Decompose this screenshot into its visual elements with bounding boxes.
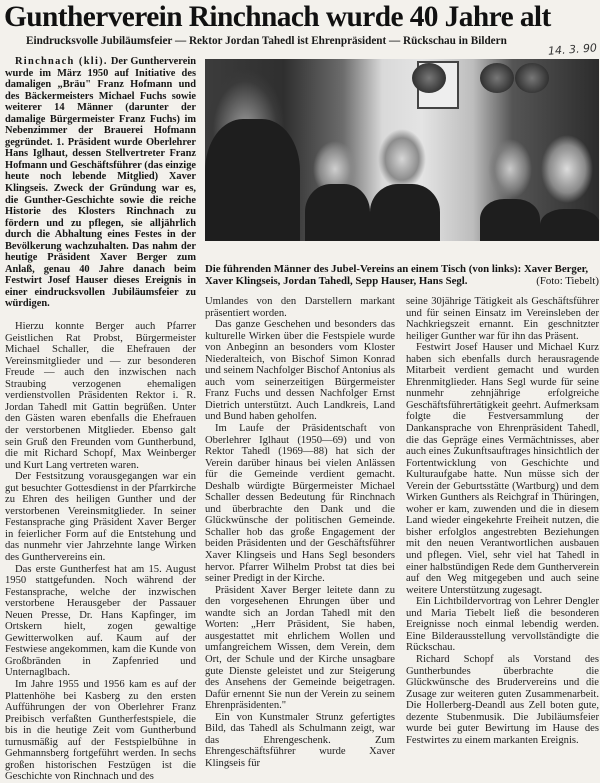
person-silhouette (370, 184, 440, 241)
person-silhouette (305, 184, 370, 241)
person-silhouette (480, 199, 540, 241)
wall-plate (412, 63, 446, 93)
body-paragraph: Richard Schopf als Vorstand des Guntherbundes überbrachte die Glückwünsche des Brudervereins und die Zusage zur weiteren guten Zusammenarbeit. Die Hollerberg-Deandl aus Zell boten gute, dezente Stubenmusik. Die Jubiläumsfeier wurde bei guter Bewirtung im Hause des Festwirtes zu einem markanten Ereignis. (406, 653, 599, 746)
body-paragraph: Ein von Kunstmaler Strunz gefertigtes Bild, das Tahedl als Schulmann zeigt, war das Ehrengeschenk. Zum Ehrengeschäftsführer wurde Xaver Klingseis für (205, 711, 395, 769)
handwritten-date: 14. 3. 90 (547, 41, 598, 58)
body-paragraph: seine 30jährige Tätigkeit als Geschäftsführer und für seinen Einsatz im Vereinsleben der Nachkriegszeit ernannt. Ein geschnitzter heiliger Gunther war für ihn das Präsent. (406, 296, 599, 342)
body-paragraph: Umlandes von den Darstellern markant präsentiert worden. (205, 296, 395, 319)
wall-plate (515, 63, 549, 93)
photo-credit: (Foto: Tiebelt) (536, 274, 599, 287)
group-photo (205, 59, 599, 241)
body-paragraph: Der Festsitzung vorausgegangen war ein gut besuchter Gottesdienst in der Pfarrkirche zu Ehren des heiligen Gunther und der verstorbenen Vereinsmitglieder. In seiner Festansprache ging Präsident Xaver Berger in feierlicher Form auf die Entstehung und das nunmehr vier Jahrzehnte lange Wirken des Gunthervereins ein. (5, 471, 196, 563)
column-3 (406, 296, 599, 746)
body-paragraph: Im Jahre 1955 und 1956 kam es auf der Plattenhöhe bei Kasberg zu den ersten Aufführungen der von Oberlehrer Franz Preibisch verfaßten Guntherfestspiele, die bis in die heutige Zeit vom Guntherbund turnusmäßig auf der Festspielbühne in Gehmannsberg fortgeführt werden. In sechs großen historischen Festzügen ist die Geschichte von Rinchnach und des (5, 678, 196, 783)
body-paragraph: Ein Lichtbildervortrag von Lehrer Dengler und Maria Tiebelt ließ die besonderen Ereignisse noch einmal lebendig werden. Eine Bilderausstellung vervollständigte die Rückschau. (406, 596, 599, 654)
subheadline: Eindrucksvolle Jubiläumsfeier — Rektor Jordan Tahedl ist Ehrenpräsident — Rückschau in Bildern (26, 35, 507, 47)
body-paragraph: Das ganze Geschehen und besonders das kulturelle Wirken über die Festspiele wurde von Anbeginn an besonders vom Kloster Niederalteich, von Bischof Simon Konrad und seinem Nachfolger Bischof Antonius als auch vom seinerzeitigen Bürgermeister Franz Fuchs und dessen Nachfolger Ernst Dietrich unterstützt. Auch Landkreis, Land und Bund haben geholfen. (205, 319, 395, 423)
wall-plate (480, 63, 514, 93)
column-1 (5, 56, 196, 783)
body-paragraph: Hierzu konnte Berger auch Pfarrer Geistlichen Rat Probst, Bürgermeister Michael Schaller, die Ehefrauen der Vereinsmitglieder und — zur besonderen Freude — auch den inzwischen nach Straubing verzogenen ehemaligen verdienstvollen Präsidenten Rektor i. R. Jordan Tahedl mit Gattin begrüßen. Unter den Gästen waren ebenfalls die Ehefrauen der verstorbenen Mitglieder. Ebenso galt sein Gruß den Freunden vom Guntherbund, die mit Richard Schopf, Max Weinberger und Kurt Lang vertreten waren. (5, 321, 196, 471)
body-paragraph: Das erste Guntherfest hat am 15. August 1950 stattgefunden. Noch während der Festansprache, welche der inzwischen verstorbene Herausgeber der Passauer Neuen Presse, Dr. Hans Kapfinger, im Ortskern hielt, zogen gewaltige Gewitterwolken auf. Kaum auf der Festwiese angekommen, kam die Kunde von Großbränden in Zapfenried und Unternaglbach. (5, 563, 196, 679)
body-paragraph: Präsident Xaver Berger leitete dann zu den vorgesehenen Ehrungen über und wandte sich an Jordan Tahedl mit den Worten: „Herr Präsident, Sie haben, ausgestattet mit ehrlichem Wollen und umfangreichem Wissen, dem Verein, dem Ort, der Schule und der Kirche unsagbare gute Dienste geleistet und zur Steigerung des Ansehens der Gemeinde beigetragen. Dafür ernennt Sie nun der Verein zu seinem Ehrenpräsidenten." (205, 584, 395, 712)
body-paragraph: Im Laufe der Präsidentschaft von Oberlehrer Iglhaut (1950—69) und von Rektor Tahedl (1969—88) hat sich der Verein darüber hinaus bei vielen Anlässen für die Gemeinde verdient gemacht. Deshalb würdigte Bürgermeister Michael Schaller dessen Bedeutung für Rinchnach und überbrachte den Dank und die Glückwünsche der politischen Gemeinde. Schaller hob das große Engagement der beiden Präsidenten und der Geschäftsführer Xaver Klingseis und Hans Segl besonders hervor. Pfarrer Wilhelm Probst tat dies bei seiner Predigt in der Kirche. (205, 423, 395, 585)
caption-text: Die führenden Männer des Jubel-Vereins an einem Tisch (von links): Xaver Berger, Xaver Klingseis, Jordan Tahedl, Sepp Hauser, Hans Segl. (205, 263, 589, 287)
column-2 (205, 296, 395, 769)
headline: Guntherverein Rinchnach wurde 40 Jahre alt (4, 0, 551, 33)
person-silhouette (205, 119, 300, 241)
body-paragraph: Festwirt Josef Hauser und Michael Kurz haben sich ebenfalls durch herausragende Mitarbeit verdient gemacht und wurden Ehrenmitglieder. Hans Segl wurde für seine nunmehr zehnjährige erfolgreiche Geschäftsführertätigkeit geehrt. Aufmerksam folgte die Festversammlung der Dankansprache von Ehrenpräsident Tahedl, die das Gepräge eines Vermächtnisses, aber auch eines Zukunftsauftrages hinsichtlich der Fortentwicklung von Geschichte und Kulturaufgabe hatte. Nun müsse sich der Verein der Geburtsstätte (Wartburg) und dem Wirken Gunthers als Reichgraf in Thüringen, woher er kam, zuwenden und die in diesem Land wieder eingekehrte Freiheit nutzen, die bisher erfolglos angestrebten Beziehungen mit den neuen Verantwortlichen ausbauen und pflegen. Viel, sehr viel hat Tahedl in einer halbstündigen Rede dem Guntherverein auf den Weg mitgegeben und auch seine weitere Unterstützung zugesagt. (406, 342, 599, 596)
paragraph-gap (5, 310, 196, 321)
intro-text: Der Guntherverein wurde im März 1950 auf Initiative des damaligen „Bräu" Franz Hofmann und des Bäckermeisters Michael Fuchs sowie weiterer 14 Männer (darunter der damalige Bürgermeister Franz Fuchs) im Nebenzimmer der Brauerei Hofmann gegründet. 1. Präsident wurde Oberlehrer Hans Iglhaut, dessen Stellvertreter Franz Hofmann und Geschäftsführer (das einzige heute noch lebende Mitglied) Xaver Klingseis. Zweck der Gründung war es, die Gunther-Geschichte sowie die reiche Historie des Klosters Rinchnach zu fördern und zu pflegen, sie alljährlich durch die Abhaltung eines Festes in der Bevölkerung wachzuhalten. Das nahm der heutige Präsident Xaver Berger zum Anlaß, genau 40 Jahre danach beim Festwirt Josef Hauser dieses Ereignis in einer eindrucksvollen Jubiläumsfeier zu würdigen. (5, 56, 196, 310)
intro-paragraph (5, 56, 196, 310)
dateline: Rinchnach (kli). (15, 56, 108, 67)
person-silhouette (540, 209, 599, 241)
photo-caption (205, 264, 599, 287)
